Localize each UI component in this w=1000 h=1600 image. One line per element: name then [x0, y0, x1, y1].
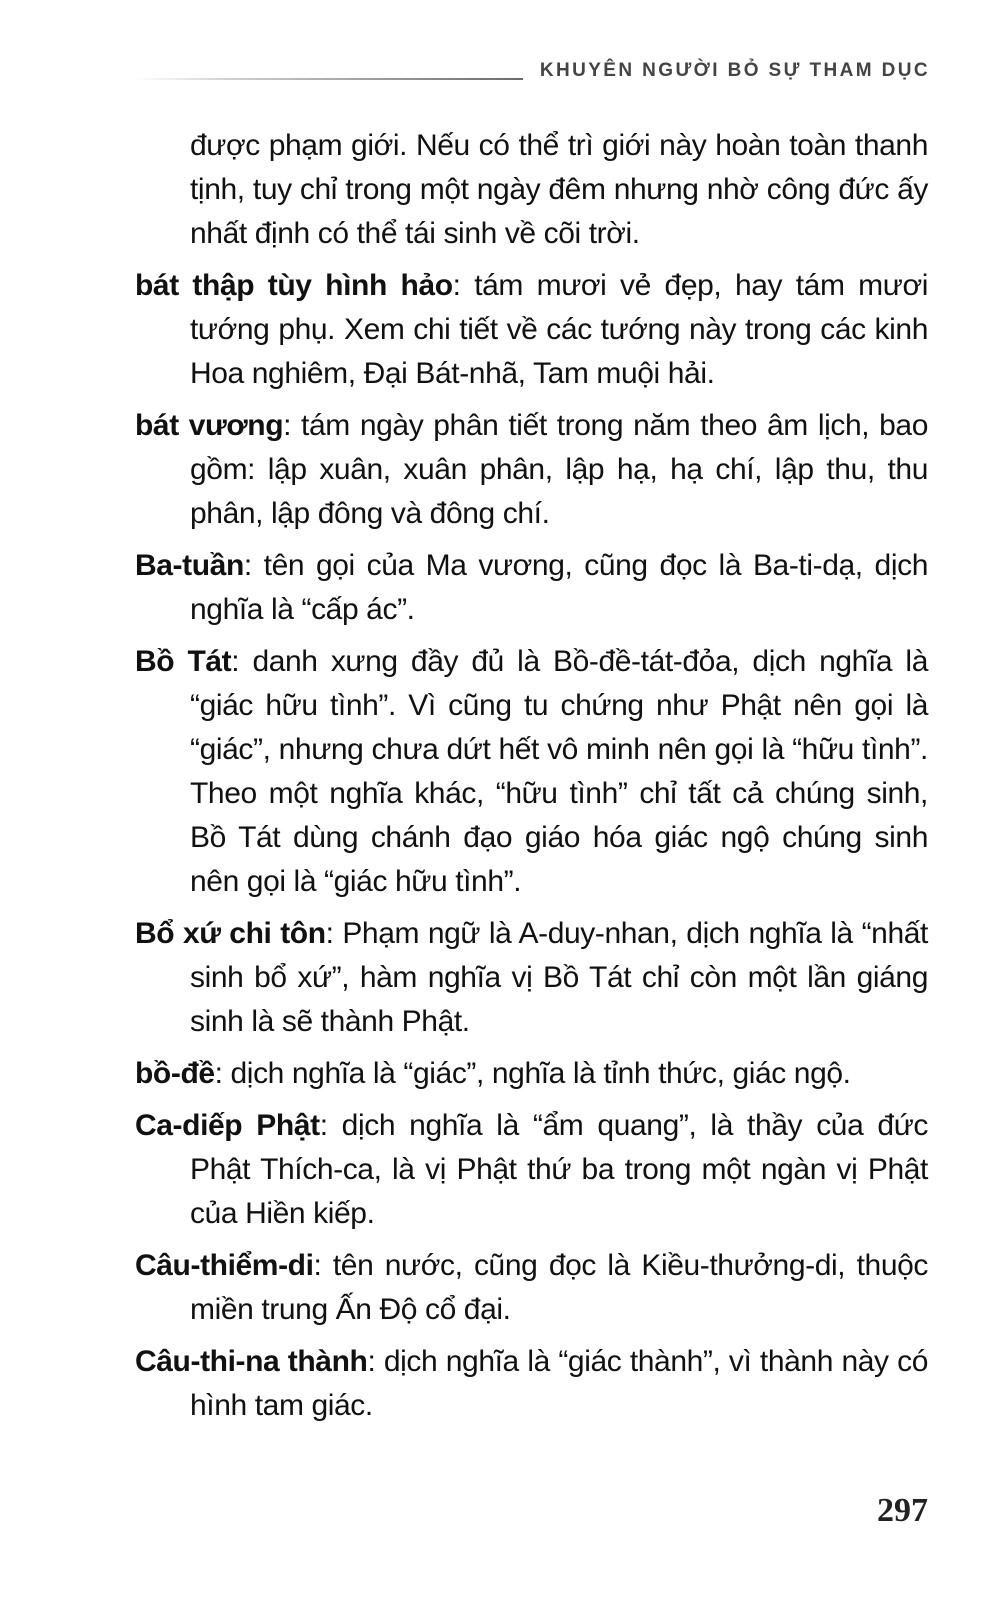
entry-definition: : dịch nghĩa là “giác thành”, vì thành này có hình tam giác. [190, 1345, 928, 1422]
header-rule [135, 78, 523, 80]
entry-definition: : dịch nghĩa là “giác”, nghĩa là tỉnh thức, giác ngộ. [214, 1057, 851, 1090]
entry-definition: : tám ngày phân tiết trong năm theo âm lịch, bao gồm: lập xuân, xuân phân, lập hạ, hạ chí, lập thu, thu phân, lập đông và đông chí. [190, 409, 928, 530]
entry-definition: : dịch nghĩa là “ẩm quang”, là thầy của đức Phật Thích-ca, là vị Phật thứ ba trong một ngàn vị Phật của Hiền kiếp. [190, 1109, 928, 1230]
glossary-entry [135, 1340, 928, 1428]
continuation-paragraph: được phạm giới. Nếu có thể trì giới này hoàn toàn thanh tịnh, tuy chỉ trong một ngày đêm nhưng nhờ công đức ấy nhất định có thể tái sinh về cõi trời. [190, 129, 928, 250]
entry-term: Ba-tuần [135, 549, 244, 582]
entry-term: Bổ xứ chi tôn [135, 917, 326, 950]
entry-definition: : tên nước, cũng đọc là Kiều-thưởng-di, thuộc miền trung Ấn Độ cổ đại. [190, 1249, 928, 1326]
entry-term: Bồ Tát [135, 645, 232, 678]
glossary-entry [135, 544, 928, 632]
entry-term: Câu-thi-na thành [135, 1345, 368, 1378]
entry-definition: : tám mươi vẻ đẹp, hay tám mươi tướng phụ. Xem chi tiết về các tướng này trong các kinh Hoa nghiêm, Đại Bát-nhã, Tam muội hải. [190, 269, 928, 390]
glossary-entry [135, 912, 928, 1044]
glossary-entry [135, 1104, 928, 1236]
page-number: 297 [877, 1492, 928, 1529]
running-title: KHUYÊN NGƯỜI BỎ SỰ THAM DỤC [539, 60, 930, 81]
glossary-entry [135, 404, 928, 536]
entry-term: bát vương [135, 409, 284, 442]
entry-definition: : danh xưng đầy đủ là Bồ-đề-tát-đỏa, dịch nghĩa là “giác hữu tình”. Vì cũng tu chứng như Phật nên gọi là “giác”, nhưng chưa dứt hết vô minh nên gọi là “hữu tình”. Theo một nghĩa khác, “hữu tình” chỉ tất cả chúng sinh, Bồ Tát dùng chánh đạo giáo hóa giác ngộ chúng sinh nên gọi là “giác hữu tình”. [190, 645, 928, 898]
glossary-body [135, 124, 928, 1436]
entry-term: bồ-đề [135, 1057, 215, 1090]
running-header [135, 58, 930, 88]
glossary-entry [135, 1052, 928, 1096]
entry-term: Câu-thiểm-di [135, 1249, 314, 1282]
entry-definition: : tên gọi của Ma vương, cũng đọc là Ba-ti-dạ, dịch nghĩa là “cấp ác”. [190, 549, 928, 626]
entry-term: bát thập tùy hình hảo [135, 269, 453, 302]
glossary-entry [135, 640, 928, 904]
entry-term: Ca-diếp Phật [135, 1109, 320, 1142]
glossary-entry [135, 1244, 928, 1332]
entry-definition: : Phạm ngữ là A-duy-nhan, dịch nghĩa là “nhất sinh bổ xứ”, hàm nghĩa vị Bồ Tát chỉ còn một lần giáng sinh là sẽ thành Phật. [190, 917, 928, 1038]
glossary-entry [135, 264, 928, 396]
